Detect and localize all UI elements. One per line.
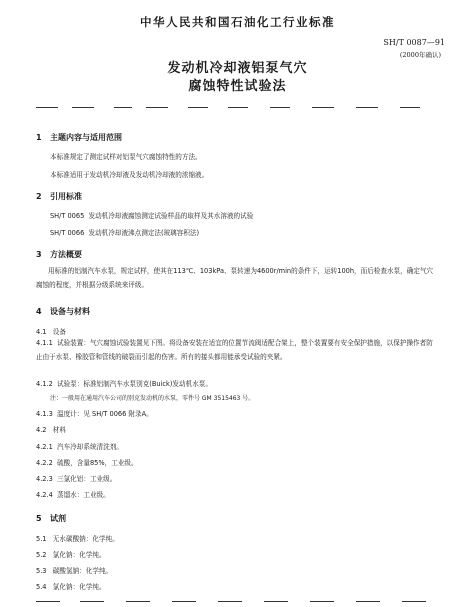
clause-4-2-4-text: 蒸馏水：工业级。	[56, 491, 110, 499]
clause-4-2-1-number: 4.2.1	[36, 443, 53, 451]
subsection-4-2-title: 材料	[52, 426, 66, 434]
section-4-number: 4	[36, 307, 42, 316]
section-4-title: 设备与材料	[50, 307, 90, 316]
org-header-title: 中华人民共和国石油化工行业标准	[140, 15, 335, 29]
subsection-4-1-title: 设备	[52, 328, 66, 336]
clause-5-4-text: 氯化钠：化学纯。	[52, 583, 106, 591]
clause-4-1-2	[36, 378, 212, 388]
clause-4-1-3-text: 温度计：见 SH/T 0066 附录A。	[56, 410, 153, 418]
document-title-line-2: 腐蚀特性试验法	[188, 79, 287, 94]
clause-4-2-1	[36, 441, 123, 451]
clause-4-2-2-number: 4.2.2	[36, 459, 53, 467]
subsection-4-2	[36, 424, 66, 434]
section-1-paragraph-2: 本标准适用于发动机冷却液及发动机冷却液的浓缩液。	[50, 171, 209, 179]
subsection-4-2-number: 4.2	[36, 426, 47, 434]
section-1-paragraph-1: 本标准规定了测定试样对铝泵气穴腐蚀特性的方法。	[50, 153, 202, 161]
clause-4-2-1-text: 汽车冷却系统清洗剂。	[56, 443, 123, 451]
clause-5-3-number: 5.3	[36, 567, 47, 575]
section-2-number: 2	[36, 192, 42, 201]
clause-5-1-text: 无水碳酸钠：化学纯。	[52, 535, 119, 543]
section-3-number: 3	[36, 250, 42, 259]
section-3-text: 用标准的铝制汽车水泵，规定试样，使其在113℃、103kPa、泵转速为4600r/min的条件下，运转100h，而后检查水泵，确定气穴腐蚀的程度，并根据分级系统来评级。	[36, 267, 434, 289]
clause-4-1-1-number: 4.1.1	[36, 339, 53, 347]
reference-1-text: 发动机冷却液腐蚀测定试验样品的取样及其水溶液的试验	[88, 212, 254, 220]
clause-5-2-number: 5.2	[36, 551, 47, 559]
section-5-title: 试剂	[50, 514, 66, 523]
clause-4-2-2	[36, 457, 138, 467]
section-2-title: 引用标准	[50, 192, 82, 201]
clause-4-2-4-number: 4.2.4	[36, 491, 53, 499]
subsection-4-1	[36, 326, 66, 336]
reference-1-code: SH/T 0065	[50, 212, 85, 220]
clause-4-1-3	[36, 408, 153, 418]
section-3-heading	[36, 249, 82, 260]
clause-4-2-2-text: 硫酸，含量85%，工业级。	[56, 459, 138, 467]
clause-4-2-3	[36, 473, 116, 483]
clause-5-1	[36, 533, 119, 543]
clause-5-2-text: 氯化钠：化学纯。	[52, 551, 106, 559]
clause-5-2	[36, 549, 106, 559]
section-4-heading	[36, 306, 90, 317]
reference-2-text: 发动机冷却液沸点测定法(玻璃容积法)	[88, 229, 200, 237]
section-3-title: 方法概要	[50, 250, 82, 259]
subsection-4-1-number: 4.1	[36, 328, 47, 336]
clause-4-1-1	[36, 336, 439, 364]
clause-4-1-3-number: 4.1.3	[36, 410, 53, 418]
clause-5-3	[36, 565, 112, 575]
clause-5-4-number: 5.4	[36, 583, 47, 591]
reference-2-code: SH/T 0066	[50, 229, 85, 237]
clause-4-1-2-note: 注：一般用在通用汽车公司的别克发动机的水泵，零件号 GM 3515463 号。	[50, 395, 255, 402]
reference-2	[50, 227, 199, 237]
clause-4-2-3-text: 三氯化铝：工业级。	[56, 475, 117, 483]
clause-5-4	[36, 581, 106, 591]
clause-5-1-number: 5.1	[36, 535, 47, 543]
reference-1	[50, 210, 253, 220]
section-2-heading	[36, 191, 82, 202]
confirmation-note: (2000年确认)	[399, 51, 441, 59]
clause-4-2-3-number: 4.2.3	[36, 475, 53, 483]
clause-4-2-4	[36, 489, 110, 499]
clause-4-1-2-text: 试验泵：标准铝制汽车水泵别克(Buick)发动机水泵。	[56, 380, 212, 388]
standard-number: SH/T 0087—91	[383, 38, 445, 47]
section-1-heading	[36, 132, 122, 143]
clause-4-1-1-text: 试验装置：气穴腐蚀试验装置见下图。将设备安装在适宜的位置节流阀适配合架上，整个装置要有安全保护措施，以保护操作者防止由于水泵、橡胶管和管线的破裂而引起的伤害。所有的接头都用能承受试验的夹紧。	[36, 339, 433, 361]
clause-4-1-2-number: 4.1.2	[36, 380, 53, 388]
document-title-line-1: 发动机冷却液铝泵气穴	[167, 61, 308, 76]
clause-5-3-text: 碳酸氢钠：化学纯。	[52, 567, 113, 575]
section-1-title: 主题内容与适用范围	[50, 133, 122, 142]
section-1-number: 1	[36, 133, 42, 142]
section-5-heading	[36, 513, 66, 524]
section-5-number: 5	[36, 514, 42, 523]
